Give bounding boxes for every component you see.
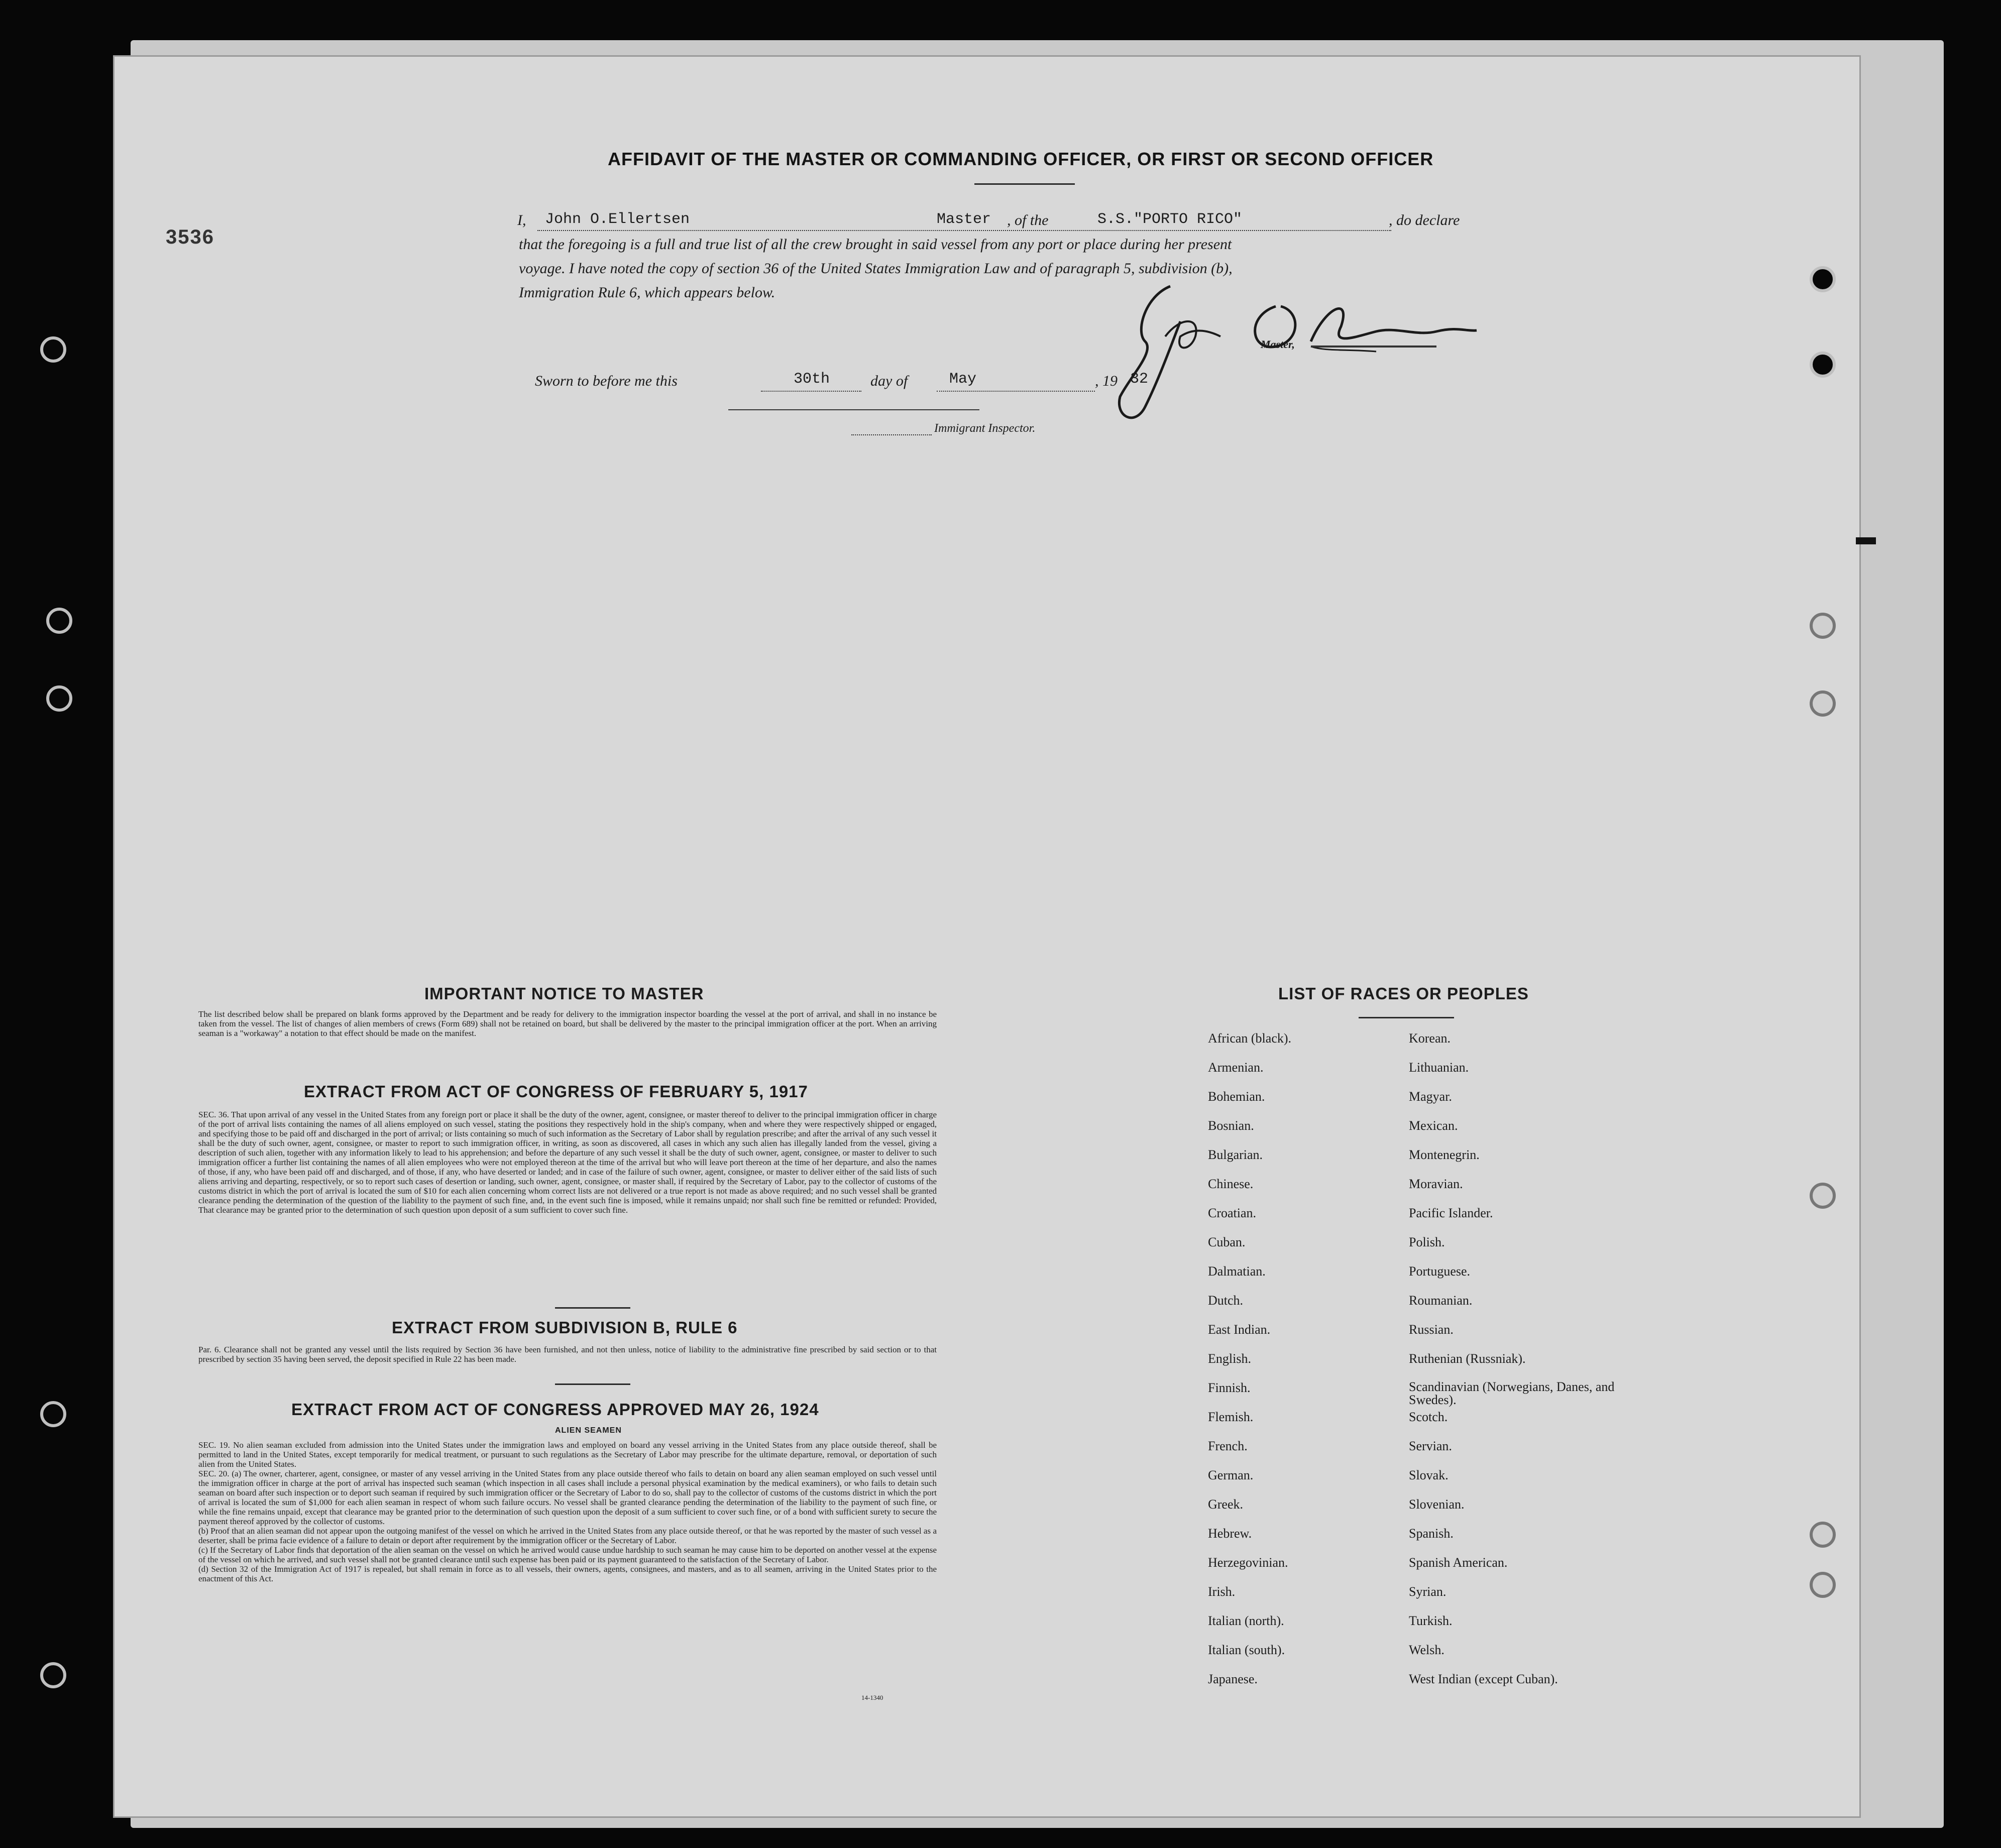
race-item: Turkish. bbox=[1409, 1613, 1453, 1628]
do-declare-label: , do declare bbox=[1389, 212, 1460, 228]
document-page bbox=[113, 55, 1861, 1818]
race-item: Hebrew. bbox=[1208, 1526, 1252, 1541]
extract-1924-paragraph: SEC. 19. No alien seaman excluded from admission into the United States under the immigration laws and employed on board any vessel arriving in the United States from any place outside thereof, shall be permitted to land in the United States, except temporarily for medical treatment, or pursuant to such regulations as the Secretary of Labor may prescribe for the ultimate departure, removal, or deportation of such alien from the United States. bbox=[198, 1440, 937, 1469]
binder-hole-icon bbox=[1810, 690, 1836, 717]
notice-title: IMPORTANT NOTICE TO MASTER bbox=[424, 984, 704, 1003]
race-item: West Indian (except Cuban). bbox=[1409, 1672, 1558, 1686]
signature-caption: Master, bbox=[1261, 338, 1295, 351]
binder-hole-icon bbox=[1810, 266, 1836, 292]
race-item: Italian (south). bbox=[1208, 1643, 1285, 1657]
race-item: Russian. bbox=[1409, 1322, 1454, 1337]
race-item: East Indian. bbox=[1208, 1322, 1271, 1337]
races-rule bbox=[1359, 1017, 1454, 1018]
extract-1924-title: EXTRACT FROM ACT OF CONGRESS APPROVED MAY 26, 1924 bbox=[291, 1400, 819, 1419]
day-line bbox=[761, 391, 861, 392]
race-item: Slovak. bbox=[1409, 1468, 1449, 1482]
binder-hole-icon bbox=[40, 1401, 66, 1427]
race-item: Korean. bbox=[1409, 1031, 1451, 1046]
sworn-month: May bbox=[949, 371, 977, 388]
sworn-label: Sworn to before me this bbox=[535, 373, 678, 389]
inspector-caption: Immigrant Inspector. bbox=[934, 422, 1036, 435]
sworn-day: 30th bbox=[794, 371, 830, 388]
section-rule bbox=[555, 1307, 630, 1309]
race-item: Finnish. bbox=[1208, 1380, 1251, 1395]
race-item: Mexican. bbox=[1409, 1118, 1458, 1133]
extract-1917-text: SEC. 36. That upon arrival of any vessel in the United States from any foreign port or place it shall be the duty of the owner, agent, consignee, or master thereof to deliver to the principal immigration officer in charge of the port of arrival lists containing the names of all aliens employed on such vessel, stating the positions they respectively hold in the ship's company, when and where they were respectively shipped or engaged, and specifying those to be paid off and discharged in the port of arrival; or lists containing so much of such information as the Secretary of Labor shall by regulation prescribe; and after the arrival of any such vessel it shall be the duty of such owner, agent, consignee, or master to report to such immigration officer, in writing, as soon as discovered, all cases in which any such alien has illegally landed from the vessel, giving a description of such alien, together with any information likely to lead to his apprehension; and before the departure of any such vessel it shall be the duty of such owner, agent, consignee, or master to deliver to such immigration officer a further list containing the names of all alien employees who were not employed thereon at the time of the arrival but who will leave port thereon at the time of her departure, and also the names of those, if any, who have been paid off and discharged, and of those, if any, who have deserted or landed; and in case of the failure of such owner, agent, consignee, or master to deliver either of the said lists of such aliens arriving and departing, respectively, or so to report such cases of desertion or landing, such owner, agent, consignee, or master shall, if required by the Secretary of Labor, pay to the collector of customs of the customs district in which the port of arrival is located the sum of $10 for each alien concerning whom correct lists are not delivered or a true report is not made as above required; and no such vessel shall be granted clearance pending the determination of the question of the liability to the payment of such fine, and, in the event such fine is imposed, while it remains unpaid; nor shall such fine be remitted or refunded: Provided, That clearance may be granted prior to the determination of such question upon deposit of a sum sufficient to cover such fine. bbox=[198, 1110, 937, 1215]
race-item: Welsh. bbox=[1409, 1643, 1444, 1657]
race-item: Ruthenian (Russniak). bbox=[1409, 1351, 1526, 1366]
year-prefix: , 19 bbox=[1095, 373, 1118, 389]
extract-1924-body bbox=[198, 1440, 937, 1583]
sworn-year: 32 bbox=[1130, 371, 1149, 388]
race-item: Slovenian. bbox=[1409, 1497, 1465, 1512]
inspector-signature-line bbox=[728, 409, 979, 410]
race-item: Montenegrin. bbox=[1409, 1147, 1480, 1162]
extract-rule6-text: Par. 6. Clearance shall not be granted any vessel until the lists required by Section 36 have been furnished, and not then unless, notice of liability to the administrative fine prescribed by said section or to that prescribed by section 35 having been served, the deposit specified in Rule 22 has been made. bbox=[198, 1345, 937, 1364]
race-item: Dutch. bbox=[1208, 1293, 1244, 1308]
race-item: Bohemian. bbox=[1208, 1089, 1265, 1104]
binder-hole-icon bbox=[40, 336, 66, 363]
extract-1924-paragraph: (b) Proof that an alien seaman did not appear upon the outgoing manifest of the vessel on which he arrived in the United States from any place outside thereof, or that he was reported by the master of such vessel as a deserter, shall be prima facie evidence of a failure to detain or deport after requirement by the immigration officer or the Secretary of Labor. bbox=[198, 1526, 937, 1545]
extract-rule6-title: EXTRACT FROM SUBDIVISION B, RULE 6 bbox=[392, 1318, 738, 1337]
binder-hole-icon bbox=[46, 685, 72, 712]
master-name: John O.Ellertsen bbox=[545, 211, 690, 228]
inspector-line bbox=[851, 434, 932, 435]
extract-1924-paragraph: (d) Section 32 of the Immigration Act of 1917 is repealed, but shall remain in force as to all vessels, their owners, agents, consignees, and masters, and as to all seamen, arriving in the United States prior to the enactment of this Act. bbox=[198, 1564, 937, 1583]
binder-hole-icon bbox=[1810, 352, 1836, 378]
race-item: Irish. bbox=[1208, 1584, 1236, 1599]
race-item: Flemish. bbox=[1208, 1410, 1254, 1424]
corner-stamp: 3536 bbox=[166, 226, 214, 248]
binder-hole-icon bbox=[1810, 1183, 1836, 1209]
extract-1917-title: EXTRACT FROM ACT OF CONGRESS OF FEBRUARY 5, 1917 bbox=[304, 1082, 808, 1101]
struck-title bbox=[1311, 345, 1436, 348]
affidavit-title: AFFIDAVIT OF THE MASTER OR COMMANDING OFFICER, OR FIRST OR SECOND OFFICER bbox=[608, 149, 1434, 169]
binder-hole-icon bbox=[1810, 1572, 1836, 1598]
extract-1924-paragraph: SEC. 20. (a) The owner, charterer, agent, consignee, or master of any vessel arriving in the United States from any place outside thereof who fails to detain on board any alien seaman employed on such vessel until the immigration officer in charge at the port of arrival has inspected such seaman (which inspection in all cases shall include a personal physical examination by the medical examiners), or who fails to detain such seaman on board after such inspection or to deport such seaman if required by such immigration officer or the Secretary of Labor to do so, shall pay to the collector of customs of the customs district in which the port of arrival is located the sum of $1,000 for each alien seaman in respect of whom such failure occurs. No vessel shall be granted clearance pending the determination of the liability to the payment of such fine, or while the fine remains unpaid, except that clearance may be granted prior to the determination of such question upon the deposit of a sum sufficient to cover such fine, or of a bond with sufficient surety to secure the payment thereof approved by the collector of customs. bbox=[198, 1469, 937, 1526]
extract-1924-subtitle: ALIEN SEAMEN bbox=[555, 1426, 622, 1435]
race-item: Chinese. bbox=[1208, 1177, 1254, 1191]
race-item: Greek. bbox=[1208, 1497, 1244, 1512]
race-item: Lithuanian. bbox=[1409, 1060, 1469, 1075]
affidavit-body-line: that the foregoing is a full and true list of all the crew brought in said vessel from any port or place during her present bbox=[519, 236, 1232, 253]
race-item: English. bbox=[1208, 1351, 1251, 1366]
race-item: African (black). bbox=[1208, 1031, 1292, 1046]
race-item: French. bbox=[1208, 1439, 1248, 1453]
race-item: Cuban. bbox=[1208, 1235, 1246, 1249]
race-item: Roumanian. bbox=[1409, 1293, 1473, 1308]
race-item: Croatian. bbox=[1208, 1206, 1257, 1220]
title-rule bbox=[974, 183, 1075, 185]
binder-hole-icon bbox=[46, 608, 72, 634]
race-item: German. bbox=[1208, 1468, 1254, 1482]
of-the-label: , of the bbox=[1007, 212, 1049, 228]
race-item: Syrian. bbox=[1409, 1584, 1447, 1599]
race-item: Herzegovinian. bbox=[1208, 1555, 1288, 1570]
binder-hole-icon bbox=[1810, 1522, 1836, 1548]
notice-text: The list described below shall be prepared on blank forms approved by the Department and be ready for delivery to the immigration inspector boarding the vessel at the port of arrival, and shall in no instance be taken from the vessel. The list of changes of alien members of crews (Form 689) shall not be retained on board, but shall be delivered by the master to the principal immigration officer at the port. When an arriving seaman is a "workaway" a notation to that effect should be made on the manifest. bbox=[198, 1009, 937, 1038]
month-line bbox=[937, 391, 1095, 392]
form-number: 14-1340 bbox=[861, 1694, 883, 1701]
affidavit-body-line: voyage. I have noted the copy of section 36 of the United States Immigration Law and of paragraph 5, subdivision (b), bbox=[519, 260, 1233, 277]
race-item: Magyar. bbox=[1409, 1089, 1452, 1104]
races-title: LIST OF RACES OR PEOPLES bbox=[1278, 984, 1529, 1003]
master-signature bbox=[1115, 276, 1497, 487]
race-item: Moravian. bbox=[1409, 1177, 1463, 1191]
race-item: Scotch. bbox=[1409, 1410, 1448, 1424]
race-item: Bulgarian. bbox=[1208, 1147, 1263, 1162]
declaration-line bbox=[537, 230, 1391, 231]
race-item: Pacific Islander. bbox=[1409, 1206, 1493, 1220]
race-item: Italian (north). bbox=[1208, 1613, 1284, 1628]
affidavit-body-line: Immigration Rule 6, which appears below. bbox=[519, 284, 775, 301]
race-item: Spanish. bbox=[1409, 1526, 1454, 1541]
race-item: Polish. bbox=[1409, 1235, 1445, 1249]
race-item: Scandinavian (Norwegians, Danes, and Swedes). bbox=[1409, 1379, 1615, 1407]
race-item: Dalmatian. bbox=[1208, 1264, 1266, 1279]
day-of-label: day of bbox=[870, 373, 908, 389]
vessel-name: S.S."PORTO RICO" bbox=[1097, 211, 1243, 228]
extract-1924-paragraph: (c) If the Secretary of Labor finds that deportation of the alien seaman on the vessel on which he arrived would cause undue hardship to such seaman he may cause him to be deported on another vessel at the expense of the vessel on which he arrived, and such vessel shall not be granted clearance until such expense has been paid or its payment guaranteed to the satisfaction of the Secretary of Labor. bbox=[198, 1545, 937, 1564]
race-item: Portuguese. bbox=[1409, 1264, 1471, 1279]
race-item: Bosnian. bbox=[1208, 1118, 1254, 1133]
section-rule bbox=[555, 1383, 630, 1385]
race-item: Servian. bbox=[1409, 1439, 1452, 1453]
master-rank: Master bbox=[937, 211, 991, 228]
race-item: Spanish American. bbox=[1409, 1555, 1508, 1570]
race-item: Japanese. bbox=[1208, 1672, 1258, 1686]
race-item: Armenian. bbox=[1208, 1060, 1264, 1075]
binder-hole-icon bbox=[40, 1662, 66, 1688]
clip-mark bbox=[1856, 537, 1876, 544]
binder-hole-icon bbox=[1810, 613, 1836, 639]
affidavit-prefix: I, bbox=[517, 212, 526, 228]
